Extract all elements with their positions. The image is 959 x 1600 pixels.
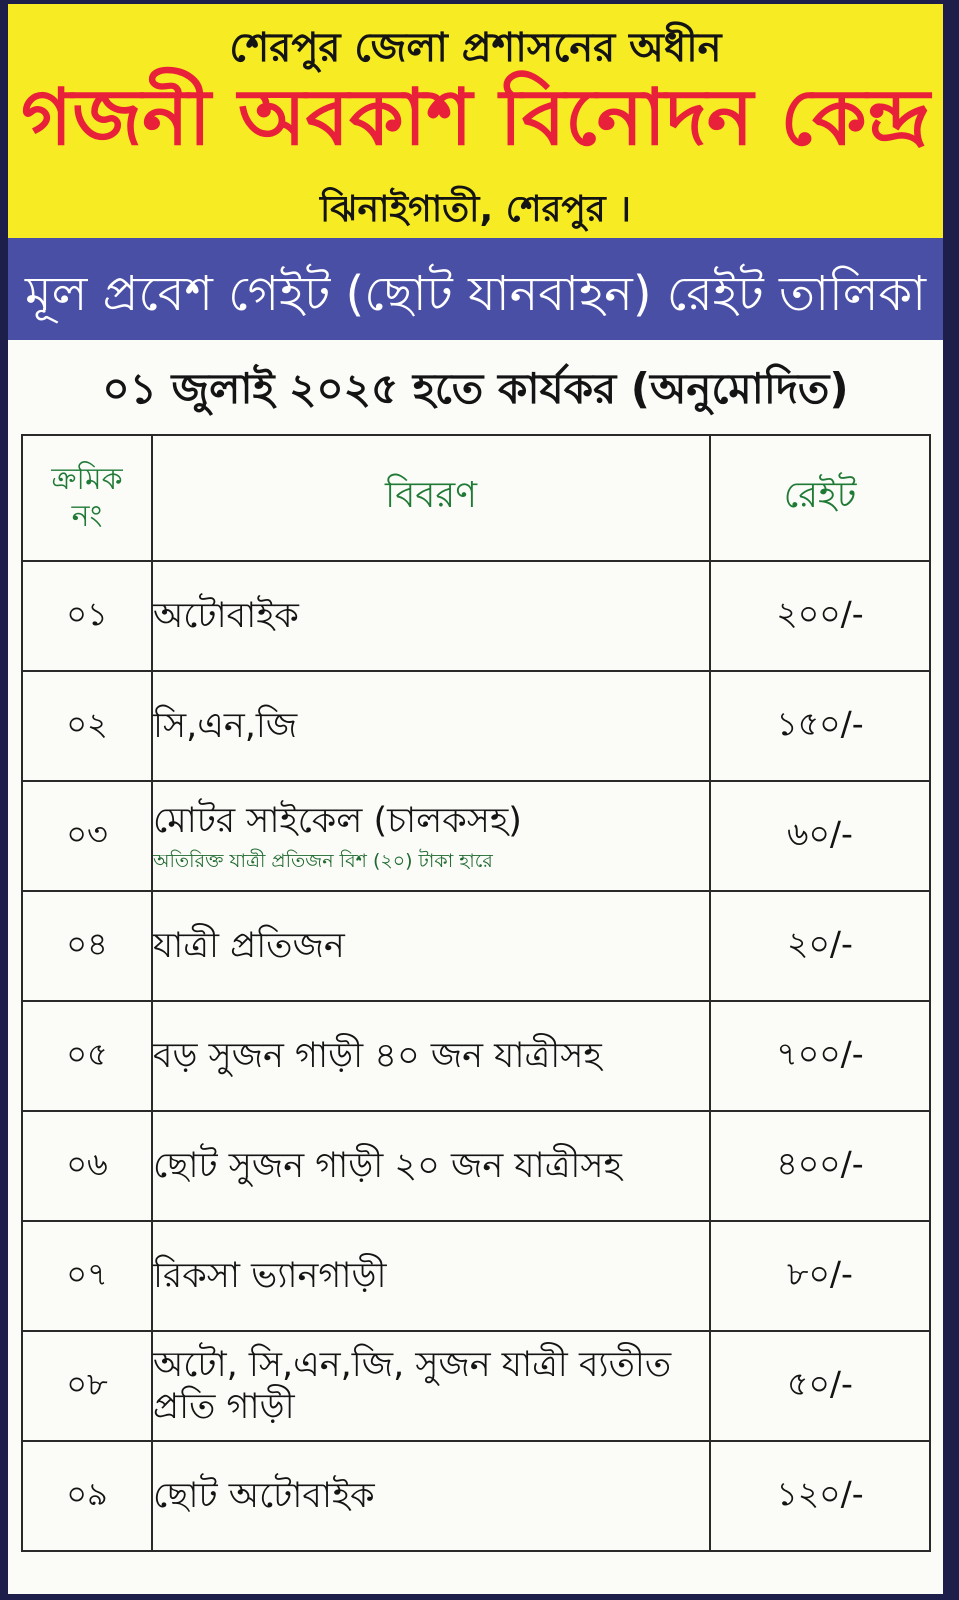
row-description-cell <box>152 781 710 891</box>
serial-header-line1: ক্রমিক <box>51 461 123 497</box>
row-serial: ০৭ <box>22 1221 152 1331</box>
row-description-cell <box>152 1441 710 1551</box>
description-header: বিবরণ <box>152 435 710 561</box>
row-description: ছোট সুজন গাড়ী ২০ জন যাত্রীসহ <box>153 1146 622 1186</box>
row-description-cell <box>152 1331 710 1441</box>
row-serial: ০৪ <box>22 891 152 1001</box>
table-header-row <box>22 435 930 561</box>
row-serial: ০৫ <box>22 1001 152 1111</box>
serial-header-line2: নং <box>71 499 103 534</box>
rate-header: রেইট <box>710 435 930 561</box>
row-serial: ০৬ <box>22 1111 152 1221</box>
row-description: অটোবাইক <box>153 596 299 636</box>
table-row <box>22 1331 930 1441</box>
table-row <box>22 1001 930 1111</box>
table-row <box>22 561 930 671</box>
row-rate: ১২০/- <box>710 1441 930 1551</box>
row-description: রিকসা ভ্যানগাড়ী <box>153 1256 387 1296</box>
row-description: সি,এন,জি <box>153 706 298 746</box>
serial-header <box>22 435 152 561</box>
row-description-cell <box>152 891 710 1001</box>
location-line: ঝিনাইগাতী, শেরপুর । <box>319 189 632 230</box>
table-row <box>22 1221 930 1331</box>
table-row <box>22 781 930 891</box>
row-rate: ৫০/- <box>710 1331 930 1441</box>
row-serial: ০৮ <box>22 1331 152 1441</box>
rate-list-title: মূল প্রবেশ গেইট (ছোট যানবাহন) রেইট তালিকা <box>25 266 926 322</box>
authority-line: শেরপুর জেলা প্রশাসনের অধীন <box>229 25 722 71</box>
table-row <box>22 671 930 781</box>
row-rate: ১৫০/- <box>710 671 930 781</box>
row-serial: ০২ <box>22 671 152 781</box>
rate-table <box>21 434 931 1552</box>
rate-sign-board <box>8 4 943 1594</box>
row-serial: ০৩ <box>22 781 152 891</box>
row-description: ছোট অটোবাইক <box>153 1476 375 1516</box>
row-rate: ৭০০/- <box>710 1001 930 1111</box>
table-row <box>22 1111 930 1221</box>
row-description-cell <box>152 671 710 781</box>
row-description-cell <box>152 561 710 671</box>
banner-panel <box>8 238 943 340</box>
row-description-cell <box>152 1001 710 1111</box>
table-row <box>22 1441 930 1551</box>
row-rate: ২০০/- <box>710 561 930 671</box>
row-rate: ২০/- <box>710 891 930 1001</box>
row-serial: ০৯ <box>22 1441 152 1551</box>
row-description-cell <box>152 1221 710 1331</box>
row-serial: ০১ <box>22 561 152 671</box>
row-rate: ৪০০/- <box>710 1111 930 1221</box>
row-description: যাত্রী প্রতিজন <box>153 926 345 966</box>
row-description-cell <box>152 1111 710 1221</box>
row-rate: ৬০/- <box>710 781 930 891</box>
table-row <box>22 891 930 1001</box>
effective-date: ০১ জুলাই ২০২৫ হতে কার্যকর (অনুমোদিত) <box>102 364 849 413</box>
row-rate: ৮০/- <box>710 1221 930 1331</box>
row-note: অতিরিক্ত যাত্রী প্রতিজন বিশ (২০) টাকা হারে <box>153 849 493 872</box>
row-description: অটো, সি,এন,জি, সুজন যাত্রী ব্যতীত প্রতি গাড়ী <box>153 1345 672 1427</box>
header-panel <box>8 4 943 238</box>
rate-table-body <box>22 561 930 1551</box>
row-description: মোটর সাইকেল (চালকসহ) <box>153 800 522 841</box>
center-name: গজনী অবকাশ বিনোদন কেন্দ্র <box>21 73 930 163</box>
row-description: বড় সুজন গাড়ী ৪০ জন যাত্রীসহ <box>153 1036 602 1076</box>
